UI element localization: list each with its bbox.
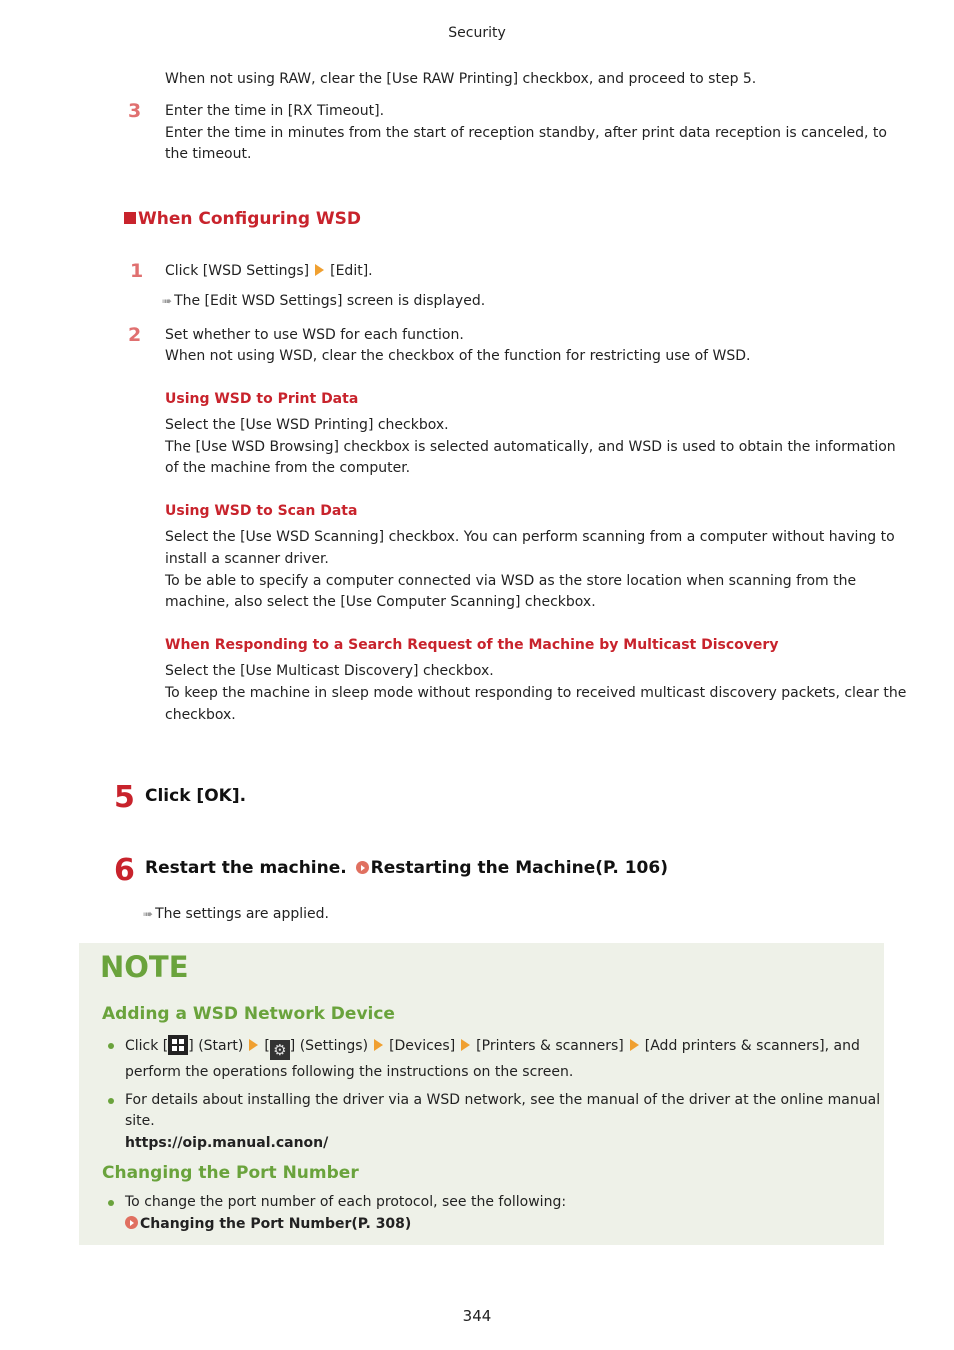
wsd-step1-result-text: The [Edit WSD Settings] screen is displayed. — [174, 293, 486, 309]
arrow-right-icon — [249, 1039, 258, 1051]
step-number-5: 5 — [114, 780, 135, 815]
multicast-line3: checkbox. — [165, 707, 236, 723]
b1-devices: [Devices] — [389, 1038, 456, 1054]
raw-instruction: When not using RAW, clear the [Use RAW Printing] checkbox, and proceed to step 5. — [165, 71, 757, 87]
bullet-icon — [108, 1098, 114, 1104]
link-arrow-icon — [356, 861, 369, 874]
step6-result — [143, 904, 329, 926]
note-bullet3-line1: To change the port number of each protocol, see the following: — [125, 1194, 567, 1210]
wsd-heading — [124, 209, 361, 229]
restart-link[interactable] — [356, 858, 668, 878]
result-arrow-icon: ➠ — [143, 907, 154, 921]
b1-click: Click [ — [125, 1038, 169, 1054]
note-bullet1-line1 — [125, 1034, 860, 1060]
bullet-icon — [108, 1043, 114, 1049]
step-number-2: 2 — [128, 324, 142, 346]
step6-title: Restart the machine. — [145, 858, 347, 878]
port-number-link-text[interactable]: Changing the Port Number(P. 308) — [140, 1216, 412, 1232]
gear-icon: ⚙ — [270, 1040, 290, 1060]
wsd-step2-desc: When not using WSD, clear the checkbox of the function for restricting use of WSD. — [165, 348, 751, 364]
print-line2: The [Use WSD Browsing] checkbox is selected automatically, and WSD is used to obtain the information — [165, 439, 896, 455]
step6-result-text: The settings are applied. — [155, 906, 330, 922]
scan-data-heading: Using WSD to Scan Data — [165, 503, 358, 519]
wsd-step1-part1: Click [WSD Settings] — [165, 263, 310, 279]
arrow-right-icon — [315, 264, 324, 276]
step5-title: Click [OK]. — [145, 786, 247, 806]
step-number-1: 1 — [130, 260, 144, 282]
running-header: Security — [448, 25, 506, 41]
wsd-step1-part2: [Edit]. — [330, 263, 373, 279]
multicast-line2: To keep the machine in sleep mode without responding to received multicast discovery packets, clear the — [165, 685, 907, 701]
restart-link-text[interactable]: Restarting the Machine(P. 106) — [370, 858, 668, 878]
print-data-heading: Using WSD to Print Data — [165, 391, 359, 407]
note-bullet2-line2: site. — [125, 1113, 155, 1129]
bullet-icon — [108, 1200, 114, 1206]
scan-line4: machine, also select the [Use Computer Scanning] checkbox. — [165, 594, 596, 610]
result-arrow-icon: ➠ — [162, 294, 173, 308]
step3-desc-line1: Enter the time in minutes from the start of reception standby, after print data reception is canceled, to — [165, 125, 887, 141]
note-subheading-port: Changing the Port Number — [102, 1163, 359, 1183]
note-title: NOTE — [100, 950, 189, 984]
note-bullet1-line2: perform the operations following the instructions on the screen. — [125, 1064, 574, 1080]
step6-title-line — [145, 858, 668, 878]
step-number-3: 3 — [128, 100, 142, 122]
scan-line2: install a scanner driver. — [165, 551, 329, 567]
scan-line3: To be able to specify a computer connected via WSD as the store location when scanning from the — [165, 573, 857, 589]
b1-start: ] (Start) — [188, 1038, 244, 1054]
wsd-step1 — [165, 261, 373, 283]
b1-bracket: [ — [264, 1038, 270, 1054]
arrow-right-icon — [630, 1039, 639, 1051]
arrow-right-icon — [374, 1039, 383, 1051]
wsd-step1-result — [162, 291, 485, 313]
print-line3: of the machine from the computer. — [165, 460, 411, 476]
b1-printers: [Printers & scanners] — [476, 1038, 624, 1054]
port-number-link[interactable] — [125, 1214, 411, 1236]
scan-line1: Select the [Use WSD Scanning] checkbox. You can perform scanning from a computer without having to — [165, 529, 895, 545]
manual-url-link[interactable]: https://oip.manual.canon/ — [125, 1135, 329, 1151]
print-line1: Select the [Use WSD Printing] checkbox. — [165, 417, 449, 433]
wsd-heading-text: When Configuring WSD — [138, 209, 362, 229]
step-number-6: 6 — [114, 853, 135, 888]
wsd-step2-title: Set whether to use WSD for each function. — [165, 327, 464, 343]
windows-start-icon — [168, 1035, 188, 1055]
link-arrow-icon — [125, 1216, 138, 1229]
multicast-heading: When Responding to a Search Request of the Machine by Multicast Discovery — [165, 637, 779, 653]
note-bullet2-line1: For details about installing the driver via a WSD network, see the manual of the driver at the online manual — [125, 1092, 881, 1108]
b1-settings: ] (Settings) — [289, 1038, 369, 1054]
note-subheading-add-device: Adding a WSD Network Device — [102, 1004, 395, 1024]
red-square-icon — [124, 212, 136, 224]
b1-add: [Add printers & scanners], and — [644, 1038, 860, 1054]
multicast-line1: Select the [Use Multicast Discovery] checkbox. — [165, 663, 494, 679]
page-number: 344 — [462, 1307, 492, 1325]
step3-desc-line2: the timeout. — [165, 146, 252, 162]
step3-title: Enter the time in [RX Timeout]. — [165, 103, 385, 119]
arrow-right-icon — [461, 1039, 470, 1051]
